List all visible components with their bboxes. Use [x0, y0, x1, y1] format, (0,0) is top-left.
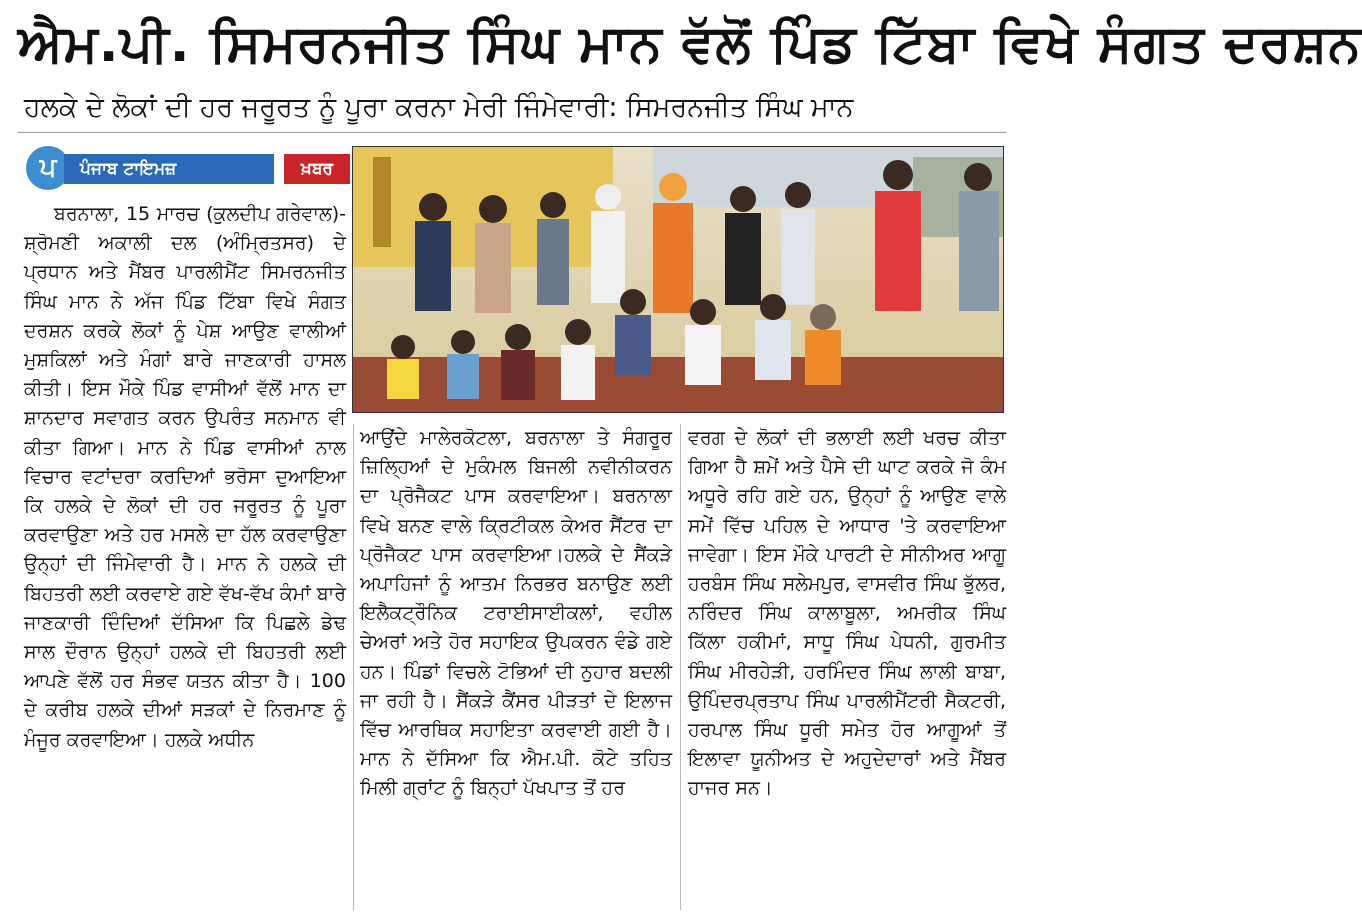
column-divider — [353, 424, 354, 910]
article-column-1: ਬਰਨਾਲਾ, 15 ਮਾਰਚ (ਕੁਲਦੀਪ ਗਰੇਵਾਲ)- ਸ਼੍ਰੋਮਣੀ ਅਕਾਲੀ ਦਲ (ਅੰਮ੍ਰਿਤਸਰ) ਦੇ ਪ੍ਰਧਾਨ ਅਤੇ ਮੈਂਬਰ ਪਾਰਲੀਮੈਂਟ ਸਿਮਰਨਜੀਤ ਸਿੰਘ ਮਾਨ ਨੇ ਅੱਜ ਪਿੰਡ ਟਿੱਬਾ ਵਿਖੇ ਸੰਗਤ ਦਰਸ਼ਨ ਕਰਕੇ ਲੋਕਾਂ ਨੂੰ ਪੇਸ਼ ਆਉਣ ਵਾਲੀਆਂ ਮੁਸ਼ਕਿਲਾਂ ਅਤੇ ਮੰਗਾਂ ਬਾਰੇ ਜਾਣਕਾਰੀ ਹਾਸਲ ਕੀਤੀ। ਇਸ ਮੌਕੇ ਪਿੰਡ ਵਾਸੀਆਂ ਵੱਲੋਂ ਮਾਨ ਦਾ ਸ਼ਾਨਦਾਰ ਸਵਾਗਤ ਕਰਨ ਉਪਰੰਤ ਸਨਮਾਨ ਵੀ ਕੀਤਾ ਗਿਆ। ਮਾਨ ਨੇ ਪਿੰਡ ਵਾਸੀਆਂ ਨਾਲ ਵਿਚਾਰ ਵਟਾਂਦਰਾ ਕਰਦਿਆਂ ਭਰੋਸਾ ਦੁਆਇਆ ਕਿ ਹਲਕੇ ਦੇ ਲੋਕਾਂ ਦੀ ਹਰ ਜਰੂਰਤ ਨੂੰ ਪੂਰਾ ਕਰਵਾਉਣਾ ਅਤੇ ਹਰ ਮਸਲੇ ਦਾ ਹੱਲ ਕਰਵਾਉਣਾ ਉਨ੍ਹਾਂ ਦੀ ਜਿੰਮੇਵਾਰੀ ਹੈ। ਮਾਨ ਨੇ ਹਲਕੇ ਦੀ ਬਿਹਤਰੀ ਲਈ ਕਰਵਾਏ ਗਏ ਵੱਖ-ਵੱਖ ਕੰਮਾਂ ਬਾਰੇ ਜਾਣਕਾਰੀ ਦਿੰਦਿਆਂ ਦੱਸਿਆ ਕਿ ਪਿਛਲੇ ਡੇਢ ਸਾਲ ਦੌਰਾਨ ਉਨ੍ਹਾਂ ਹਲਕੇ ਦੀ ਬਿਹਤਰੀ ਲਈ ਆਪਣੇ ਵੱਲੋਂ ਹਰ ਸੰਭਵ ਯਤਨ ਕੀਤਾ ਹੈ। 100 ਦੇ ਕਰੀਬ ਹਲਕੇ ਦੀਆਂ ਸੜਕਾਂ ਦੇ ਨਿਰਮਾਣ ਨੂੰ ਮੰਜੂਰ ਕਰਵਾਇਆ। ਹਲਕੇ ਅਧੀਨ — [24, 203, 346, 751]
subheadline: ਹਲਕੇ ਦੇ ਲੋਕਾਂ ਦੀ ਹਰ ਜਰੂਰਤ ਨੂੰ ਪੂਰਾ ਕਰਨਾ ਮੇਰੀ ਜਿੰਮੇਵਾਰੀ: ਸਿਮਰਨਜੀਤ ਸਿੰਘ ਮਾਨ — [24, 92, 854, 123]
headline: ਐਮ.ਪੀ. ਸਿਮਰਨਜੀਤ ਸਿੰਘ ਮਾਨ ਵੱਲੋਂ ਪਿੰਡ ਟਿੱਬਾ ਵਿਖੇ ਸੰਗਤ ਦਰਸ਼ਨ — [18, 14, 1362, 74]
masthead — [26, 146, 346, 192]
news-tag: ਖ਼ਬਰ — [284, 154, 350, 184]
event-photo-image — [353, 147, 1003, 412]
event-photo — [352, 146, 1004, 413]
article-column-2: ਆਉਂਦੇ ਮਾਲੇਰਕੋਟਲਾ, ਬਰਨਾਲਾ ਤੇ ਸੰਗਰੂਰ ਜ਼ਿਲ੍ਹਿਆਂ ਦੇ ਮੁਕੰਮਲ ਬਿਜਲੀ ਨਵੀਨੀਕਰਨ ਦਾ ਪ੍ਰੋਜੈਕਟ ਪਾਸ ਕਰਵਾਇਆ। ਬਰਨਾਲਾ ਵਿਖੇ ਬਨਣ ਵਾਲੇ ਕ੍ਰਿਟੀਕਲ ਕੇਅਰ ਸੈਂਟਰ ਦਾ ਪ੍ਰੋਜੈਕਟ ਪਾਸ ਕਰਵਾਇਆ।ਹਲਕੇ ਦੇ ਸੈਂਕੜੇ ਅਪਾਹਿਜਾਂ ਨੂੰ ਆਤਮ ਨਿਰਭਰ ਬਨਾਉਣ ਲਈ ਇਲੈਕਟ੍ਰੌਨਿਕ ਟਰਾਈਸਾਈਕਲਾਂ, ਵਹੀਲ ਚੇਅਰਾਂ ਅਤੇ ਹੋਰ ਸਹਾਇਕ ਉਪਕਰਨ ਵੰਡੇ ਗਏ ਹਨ। ਪਿੰਡਾਂ ਵਿਚਲੇ ਟੋਭਿਆਂ ਦੀ ਨੁਹਾਰ ਬਦਲੀ ਜਾ ਰਹੀ ਹੈ। ਸੈਂਕੜੇ ਕੈਂਸਰ ਪੀੜਤਾਂ ਦੇ ਇਲਾਜ ਵਿੱਚ ਆਰਥਿਕ ਸਹਾਇਤਾ ਕਰਵਾਈ ਗਈ ਹੈ। ਮਾਨ ਨੇ ਦੱਸਿਆ ਕਿ ਐਮ.ਪੀ. ਕੋਟੇ ਤਹਿਤ ਮਿਲੀ ਗ੍ਰਾਂਟ ਨੂੰ ਬਿਨ੍ਹਾਂ ਪੱਖਪਾਤ ਤੋਂ ਹਰ — [360, 427, 672, 800]
column-divider — [680, 424, 681, 910]
brand-logo-icon: ਪ — [26, 146, 70, 190]
headline-rule — [18, 132, 1006, 133]
article-column-3: ਵਰਗ ਦੇ ਲੋਕਾਂ ਦੀ ਭਲਾਈ ਲਈ ਖਰਚ ਕੀਤਾ ਗਿਆ ਹੈ ਸ਼ਮੇਂ ਅਤੇ ਪੈਸੇ ਦੀ ਘਾਟ ਕਰਕੇ ਜੋ ਕੰਮ ਅਧੂਰੇ ਰਹਿ ਗਏ ਹਨ, ਉਨ੍ਹਾਂ ਨੂੰ ਆਉਣ ਵਾਲੇ ਸਮੇਂ ਵਿੱਚ ਪਹਿਲ ਦੇ ਆਧਾਰ 'ਤੇ ਕਰਵਾਇਆ ਜਾਵੇਗਾ। ਇਸ ਮੌਕੇ ਪਾਰਟੀ ਦੇ ਸੀਨੀਅਰ ਆਗੂ ਹਰਬੰਸ ਸਿੰਘ ਸਲੇਮਪੁਰ, ਵਾਸਵੀਰ ਸਿੰਘ ਭੁੱਲਰ, ਨਰਿੰਦਰ ਸਿੰਘ ਕਾਲਾਬੂਲਾ, ਅਮਰੀਕ ਸਿੰਘ ਕਿੱਲਾ ਹਕੀਮਾਂ, ਸਾਧੂ ਸਿੰਘ ਪੇਧਨੀ, ਗੁਰਮੀਤ ਸਿੰਘ ਮੀਰਹੇੜੀ, ਹਰਮਿੰਦਰ ਸਿੰਘ ਲਾਲੀ ਬਾਬਾ, ਉਪਿੰਦਰਪ੍ਰਤਾਪ ਸਿੰਘ ਪਾਰਲੀਮੈਂਟਰੀ ਸੈਕਟਰੀ, ਹਰਪਾਲ ਸਿੰਘ ਧੂਰੀ ਸਮੇਤ ਹੋਰ ਆਗੂਆਂ ਤੋਂ ਇਲਾਵਾ ਯੂਨੀਅਤ ਦੇ ਅਹੁਦੇਦਾਰਾਂ ਅਤੇ ਮੈਂਬਰ ਹਾਜਰ ਸਨ। — [688, 427, 1006, 800]
brand-name: ਪੰਜਾਬ ਟਾਇਮਜ਼ — [64, 154, 274, 184]
